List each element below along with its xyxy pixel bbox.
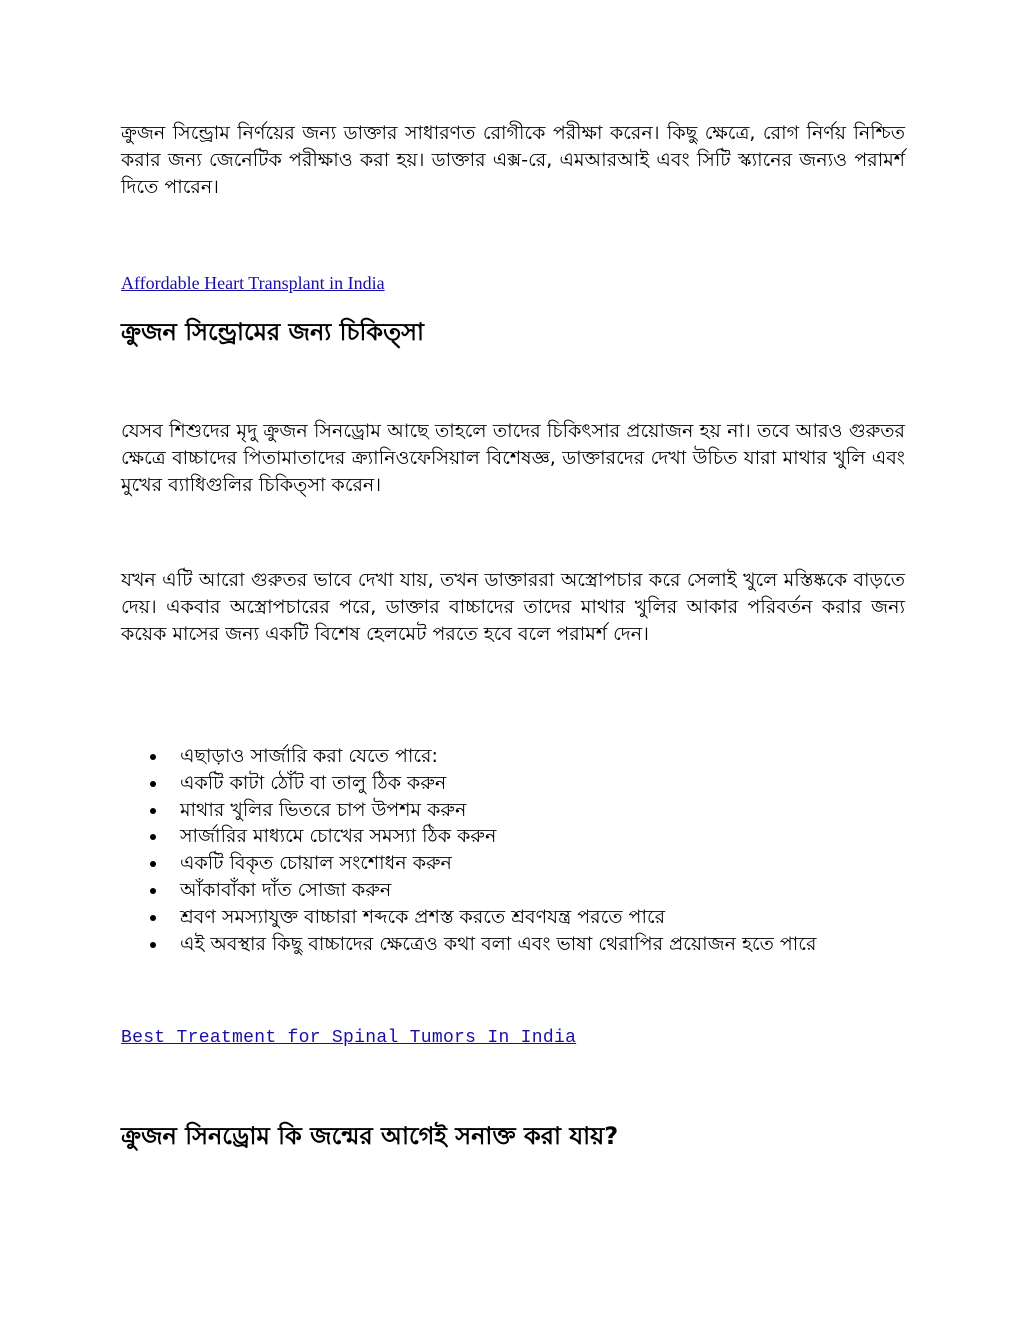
list-item-text: মাথার খুলির ভিতরে চাপ উপশম করুন [180,798,467,821]
prenatal-detection-heading: ক্রুজন সিনড্রোম কি জন্মের আগেই সনাক্ত করা যায়? [121,1122,619,1150]
list-item [121,931,905,958]
bullet-icon [150,861,156,867]
bullet-icon [150,781,156,787]
intro-paragraph: ক্রুজন সিন্ড্রোম নির্ণয়ের জন্য ডাক্তার সাধারণত রোগীকে পরীক্ষা করেন। কিছু ক্ষেত্রে, রোগ নির্ণয় নিশ্চিত করার জন্য জেনেটিক পরীক্ষাও করা হয়। ডাক্তার এক্স-রে, এমআরআই এবং সিটি স্ক্যানের জন্যও পরামর্শ দিতে পারেন। [121,122,905,198]
list-item [121,770,905,797]
list-item-text: শ্রবণ সমস্যাযুক্ত বাচ্চারা শব্দকে প্রশস্ত করতে শ্রবণযন্ত্র পরতে পারে [180,905,666,928]
bullet-icon [150,754,156,760]
bullet-icon [150,888,156,894]
list-item [121,850,905,877]
list-item [121,797,905,824]
list-item-text: আঁকাবাঁকা দাঁত সোজা করুন [180,878,392,901]
list-item [121,877,905,904]
surgery-bullet-list [121,743,905,957]
list-item [121,743,905,770]
list-item [121,823,905,850]
list-item-text: একটি কাটা ঠোঁট বা তালু ঠিক করুন [180,771,447,794]
bullet-icon [150,915,156,921]
bullet-icon [150,808,156,814]
spinal-tumors-link[interactable]: Best Treatment for Spinal Tumors In India [121,1028,577,1048]
treatment-heading: ক্রুজন সিন্ড্রোমের জন্য চিকিত্সা [121,318,424,346]
list-item [121,904,905,931]
treatment-paragraph: যেসব শিশুদের মৃদু ক্রুজন সিনড্রোম আছে তাহলে তাদের চিকিৎসার প্রয়োজন হয় না। তবে আরও গুরুতর ক্ষেত্রে বাচ্চাদের পিতামাতাদের ক্র্যানিওফেসিয়াল বিশেষজ্ঞ, ডাক্তারদের দেখা উচিত যারা মাথার খুলি এবং মুখের ব্যাধিগুলির চিকিত্সা করেন। [121,420,905,496]
list-item-text: একটি বিকৃত চোয়াল সংশোধন করুন [180,852,452,875]
list-item-text: এই অবস্থার কিছু বাচ্চাদের ক্ষেত্রেও কথা বলা এবং ভাষা থেরাপির প্রয়োজন হতে পারে [180,932,817,955]
bullet-icon [150,942,156,948]
surgery-paragraph: যখন এটি আরো গুরুতর ভাবে দেখা যায়, তখন ডাক্তাররা অস্ত্রোপচার করে সেলাই খুলে মস্তিষ্ককে বাড়তে দেয়। একবার অস্ত্রোপচারের পরে, ডাক্তার বাচ্চাদের তাদের মাথার খুলির আকার পরিবর্তন করার জন্য কয়েক মাসের জন্য একটি বিশেষ হেলমেট পরতে হবে বলে পরামর্শ দেন। [121,569,905,645]
list-item-text: সার্জারির মাধ্যমে চোখের সমস্যা ঠিক করুন [180,825,497,848]
heart-transplant-link[interactable]: Affordable Heart Transplant in India [121,273,385,293]
bullet-icon [150,834,156,840]
list-item-text: এছাড়াও সার্জারি করা যেতে পারে: [180,745,438,767]
